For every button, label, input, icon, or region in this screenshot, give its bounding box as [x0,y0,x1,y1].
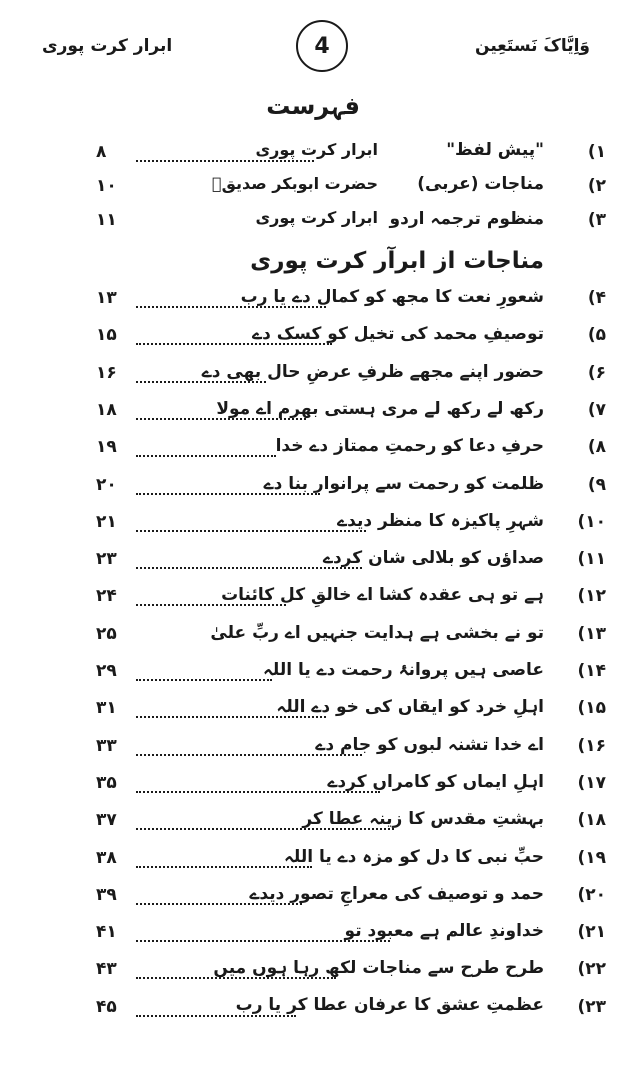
header-author: ابرار کرت پوری [42,36,173,56]
entry-number: ۱۰) [577,511,606,532]
header-verse: وَاِیَّاکَ نَستَعِین [475,36,590,56]
dot-leader [136,140,314,162]
entry-number: ۶) [587,362,606,383]
entry-title: شہرِ پاکیزہ کا منظر دیدے [337,510,544,531]
entry-page: ۱۳ [96,288,117,308]
entry-page: ۲۱ [96,511,117,532]
toc-row [0,771,628,803]
toc-row [0,323,628,355]
dot-leader [136,883,302,905]
toc-row [0,584,628,616]
toc-row [0,883,628,915]
entry-page: ۲۴ [96,586,117,607]
entry-number: ۸) [587,437,606,458]
entry-number: ۲۱) [577,922,606,943]
toc-row [0,622,628,654]
entry-title: منظوم ترجمہ اردو [389,209,544,229]
toc-row [0,846,628,878]
entry-number: ۵) [587,325,606,346]
toc-row [0,398,628,430]
entry-author: ابرار کرت پوری [255,208,378,227]
entry-title: اے خدا تشنہ لبوں کو جام دے [315,734,544,755]
entry-number: ۱۷) [577,772,606,793]
toc-row [0,547,628,579]
entry-title: اہلِ خرد کو ایقاں کی خو دے اللہ [276,697,544,718]
entry-title: عاصی ہیں پروانۂ رحمت دے یا اللہ [262,660,544,680]
entry-page: ۳۹ [96,884,117,905]
entry-title: تو نے بخشی ہے ہدایت جنہیں اے ربِّ علیٰ [210,622,544,643]
entry-title: "پیش لفظ" [446,140,544,160]
toc-row [0,361,628,393]
entry-number: ۲۲) [577,959,606,980]
entry-number: ۱۲) [577,586,606,607]
dot-leader [136,920,390,942]
entry-page: ۳۳ [96,735,117,756]
entry-title: عظمتِ عشق کا عرفان عطا کر یا رب [235,994,544,1015]
entry-title: اہلِ ایماں کو کامراں کردے [327,771,544,792]
entry-title: توصیفِ محمد کی تخیل کو کسک دے [252,324,544,345]
toc-row [0,435,628,467]
entry-title: خداوندِ عالم ہے معبود تو [344,921,544,942]
dot-leader [136,659,272,681]
entry-title: حمد و توصیف کی معراجِ تصور دیدے [249,883,544,904]
entry-page: ۴۱ [96,922,117,943]
entry-title: بہشتِ مقدس کا زینہ عطا کر [302,809,544,830]
dot-leader [136,808,394,830]
entry-page: ۴۳ [96,959,117,980]
toc-row [0,957,628,989]
dot-leader [136,696,326,718]
entry-title: رکھ لے رکھ لے مری ہستی بھرم اے مولا [216,398,544,419]
entry-number: ۹) [587,474,606,495]
entry-number: ۱۶) [577,735,606,756]
dot-leader [136,510,366,532]
toc-row [0,473,628,505]
entry-page: ۱۱ [96,210,117,230]
toc-row [0,995,628,1027]
entry-number: ۱۱) [577,549,606,570]
entry-title: ہے تو ہی عقدہ کشا اے خالقِ کل کائنات [221,585,544,606]
dot-leader [136,435,276,457]
entry-page: ۲۵ [96,623,117,644]
entry-page: ۴۵ [96,996,117,1017]
dot-leader [136,771,380,793]
toc-row [0,140,628,172]
entry-page: ۱۵ [96,325,117,346]
toc-row [0,734,628,766]
dot-leader [136,547,362,569]
entry-page: ۲۰ [96,474,117,495]
entry-page: ۲۹ [96,661,117,681]
toc-row [0,659,628,691]
toc-row [0,208,628,240]
entry-title: طرح طرح سے مناجات لکھ رہا ہوں میں [213,958,544,979]
entry-page: ۱۰ [96,176,117,196]
entry-title: صداؤں کو بلالی شان کردے [323,548,544,569]
entry-page: ۱۸ [96,399,117,420]
entry-title: حبِّ نبی کا دل کو مزہ دے یا اللہ [283,846,544,867]
dot-leader [136,398,306,420]
dot-leader [136,846,312,868]
entry-title: حرفِ دعا کو رحمتِ ممتاز دے خدا [275,436,544,457]
toc-row [0,510,628,542]
entry-page: ۳۱ [96,698,117,719]
entry-number: ۱۳) [577,623,606,644]
entry-number: ۲۳) [577,996,606,1017]
entry-number: ۱) [587,142,606,162]
page-number-circle: 4 [296,20,348,72]
dot-leader [136,734,362,756]
dot-leader [136,957,336,979]
entry-title: ظلمت کو رحمت سے پرانوار بنا دے [263,473,544,494]
dot-leader [136,361,266,383]
entry-page: ۱۹ [96,437,117,458]
entry-page: ۳۵ [96,772,117,793]
entry-page: ۱۶ [96,362,117,383]
dot-leader [136,286,326,308]
dot-leader [136,323,332,345]
toc-row [0,696,628,728]
toc-row [0,174,628,206]
entry-author: حضرت ابوبکر صدیقؓ [212,174,378,193]
dot-leader [136,584,286,606]
entry-title: حضور اپنے مجھے ظرفِ عرضِ حال بھی دے [201,361,544,382]
entry-author: ابرار کرت پوری [255,140,378,159]
entry-number: ۳) [587,210,606,230]
entry-title: مناجات (عربی) [417,174,544,194]
entry-number: ۴) [587,288,606,308]
entry-title: شعورِ نعت کا مجھ کو کمال دے یا رب [240,287,544,307]
entry-page: ۸ [96,142,107,162]
dot-leader [136,995,296,1017]
entry-number: ۲۰) [577,884,606,905]
entry-number: ۲) [587,176,606,196]
toc-row [0,808,628,840]
toc-row [0,286,628,318]
entry-page: ۲۳ [96,549,117,570]
entry-number: ۱۵) [577,698,606,719]
section-heading: مناجات از ابرآر کرت پوری [250,248,544,274]
entry-number: ۱۴) [577,661,606,681]
entry-page: ۳۷ [96,810,117,831]
entry-number: ۱۸) [577,810,606,831]
entry-page: ۳۸ [96,847,117,868]
toc-title: فہرست [266,92,360,120]
dot-leader [136,473,320,495]
entry-number: ۷) [587,399,606,420]
entry-number: ۱۹) [577,847,606,868]
toc-row [0,920,628,952]
